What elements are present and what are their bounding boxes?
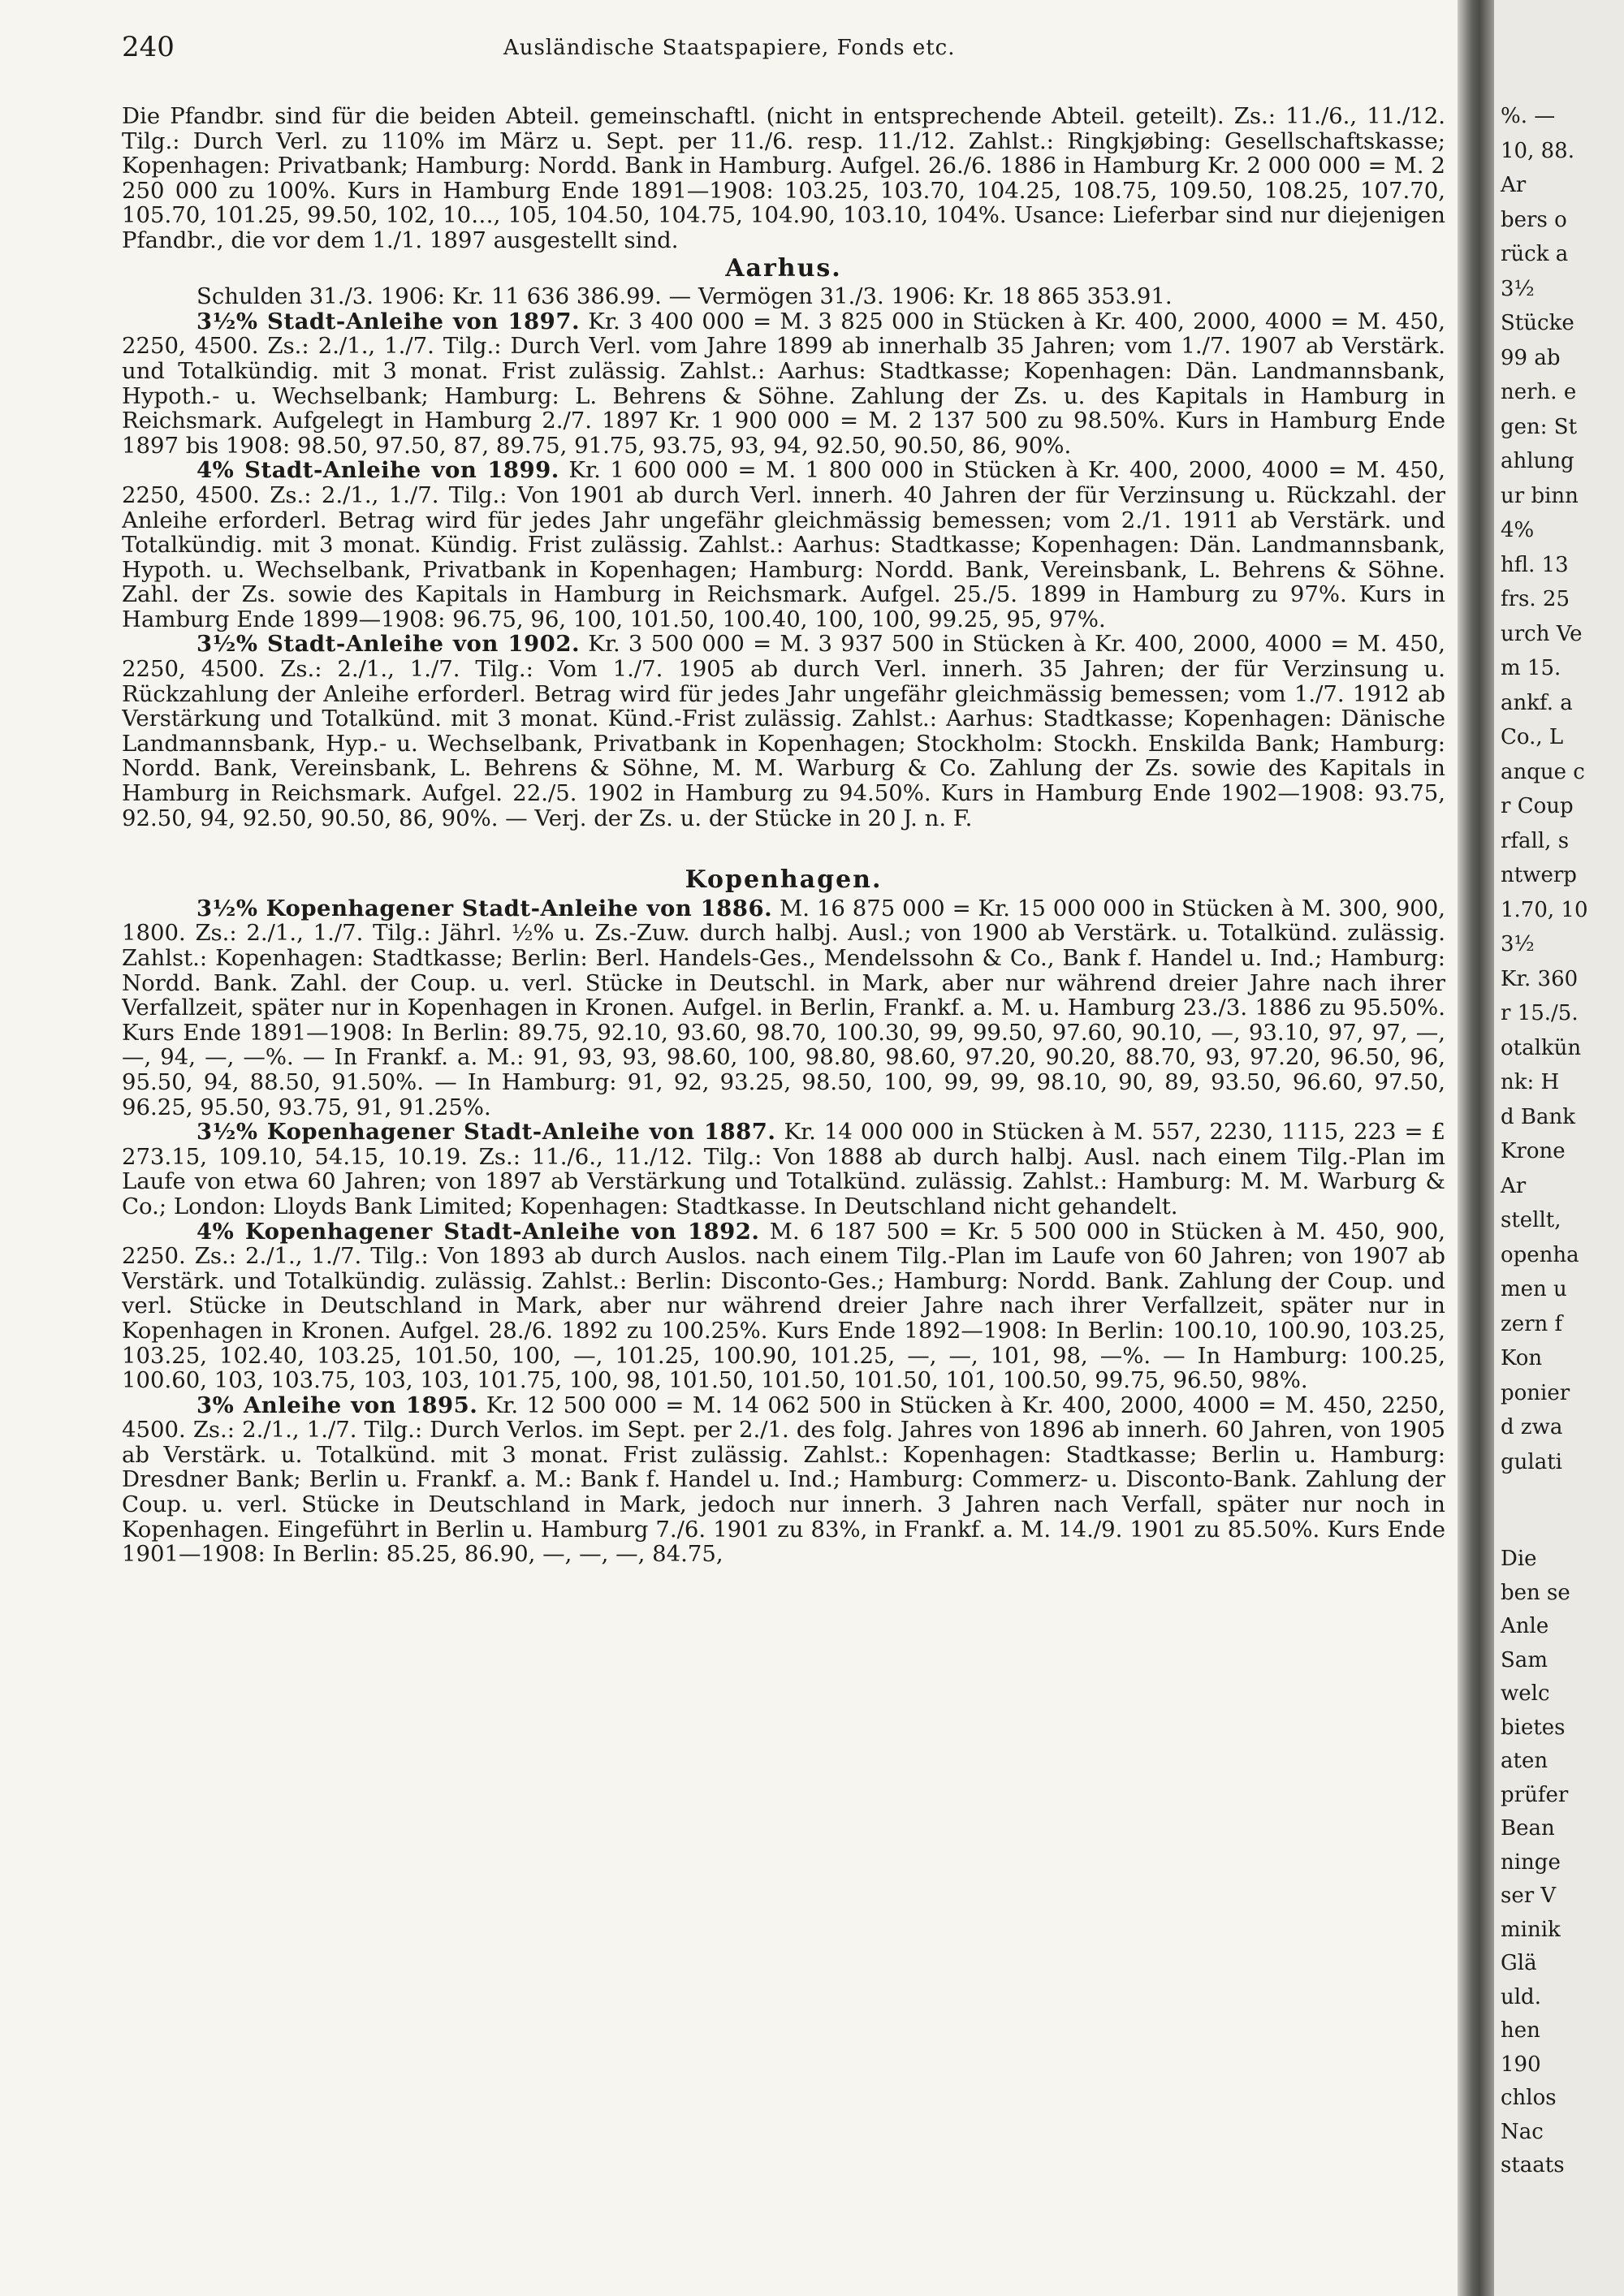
facing-page-fragment: bers o xyxy=(1501,207,1567,232)
facing-page-fragment: m 15. xyxy=(1501,656,1561,680)
entry-paragraph xyxy=(122,632,1445,831)
book-gutter xyxy=(1458,0,1494,2296)
facing-page-fragment: d Bank xyxy=(1501,1104,1576,1129)
entry-lead: 3% Anleihe von 1895. xyxy=(197,1392,478,1418)
section-heading: Aarhus. xyxy=(725,253,842,283)
entry-text: Kr. 14 000 000 in Stücken à M. 557, 2230, 1115, 223 = £ 273.15, 109.10, 54.15, 10.19. Zs.: 11./6., 11./12. Tilg.: Von 1888 ab durch halbj. Ausl. nach einem Tilg.-Plan im Laufe von etwa 60 Jahren; von 1897 ab Verstärkung und Totalkünd. zulässig. Zahlst.: Hamburg: M. M. Warburg & Co.; London: Lloyds Bank Limited; Kopenhagen: Stadtkasse. In Deutschland nicht gehandelt. xyxy=(122,1119,1445,1219)
facing-page-fragment: ninge xyxy=(1501,1849,1561,1875)
facing-page-fragment: staats xyxy=(1501,2153,1565,2177)
facing-page-fragment: Die xyxy=(1501,1547,1537,1571)
facing-page-fragment: 4% xyxy=(1501,518,1535,542)
facing-page-fragment: minik xyxy=(1501,1917,1561,1942)
entry-text: Kr. 12 500 000 = M. 14 062 500 in Stücken à Kr. 400, 2000, 4000 = M. 450, 2250, 4500. Zs.: 2./1., 1./7. Tilg.: Durch Verlos. im Sept. per 2./1. des folg. Jahres von 1896 ab innerh. 60 Jahren, von 1905 ab Verstärk. u. Totalkünd. mit 3 monat. Frist zulässig. Zahlst.: Kopenhagen: Stadtkasse; Berlin u. Hamburg: Dresdner Bank; Berlin u. Frankf. a. M.: Bank f. Handel u. Ind.; Hamburg: Commerz- u. Disconto-Bank. Zahlung der Coup. u. verl. Stücke in Deutschland in Mark, jedoch nur innerh. 3 Jahren nach Verfall, später nur noch in Kopenhagen. Eingeführt in Berlin u. Hamburg 7./6. 1901 zu 83%, in Frankf. a. M. 14./9. 1901 zu 85.50%. Kurs Ende 1901—1908: In Berlin: 85.25, 86.90, —, —, —, 84.75, xyxy=(122,1392,1445,1568)
facing-page-fragment: 3½ xyxy=(1501,276,1535,301)
facing-page-fragment: Stücke xyxy=(1501,311,1574,335)
entry-paragraph xyxy=(122,309,1445,459)
facing-page-fragment: Kon xyxy=(1501,1346,1543,1370)
facing-page-fragment: anque c xyxy=(1501,759,1585,784)
facing-page-fragment: Krone xyxy=(1501,1139,1566,1163)
facing-page-fragment: Nac xyxy=(1501,2119,1544,2144)
entry-text: Kr. 3 500 000 = M. 3 937 500 in Stücken à Kr. 400, 2000, 4000 = M. 450, 2250, 4500. Zs.: 2./1., 1./7. Tilg.: Vom 1./7. 1905 ab durch Verl. innerh. 35 Jahren; der für Verzinsung u. Rückzahlung der Anleihe erforderl. Betrag wird für jedes Jahr ungefähr gleichmässig bemessen; vom 1./7. 1912 ab Verstärkung und Totalkünd. mit 3 monat. Künd.-Frist zulässig. Zahlst.: Aarhus: Stadtkasse; Kopenhagen: Dänische Landmannsbank, Hyp.- u. Wechselbank, Privatbank in Kopenhagen; Stockholm: Stockh. Enskilda Bank; Hamburg: Nordd. Bank, Vereinsbank, L. Behrens & Söhne, M. M. Warburg & Co. Zahlung der Zs. sowie des Kapitals in Hamburg in Reichsmark. Aufgel. 22./5. 1902 in Hamburg zu 94.50%. Kurs in Hamburg Ende 1902—1908: 93.75, 92.50, 94, 92.50, 90.50, 86, 90%. — Verj. der Zs. u. der Stücke in 20 J. n. F. xyxy=(122,631,1445,831)
facing-page-fragment: hfl. 13 xyxy=(1501,552,1569,577)
facing-page-fragment: stellt, xyxy=(1501,1208,1561,1232)
entry-paragraph xyxy=(122,1219,1445,1393)
facing-page-fragment: 10, 88. xyxy=(1501,138,1574,163)
facing-page-fragment: zern f xyxy=(1501,1311,1563,1336)
entry-paragraph xyxy=(122,896,1445,1120)
facing-page-fragment: prüfer xyxy=(1501,1782,1569,1807)
facing-page-fragment: hen xyxy=(1501,2018,1540,2043)
entry-lead: 3½% Stadt-Anleihe von 1902. xyxy=(197,631,581,658)
entry-lead: 4% Kopenhagener Stadt-Anleihe von 1892. xyxy=(197,1218,760,1245)
facing-page-fragment: frs. 25 xyxy=(1501,587,1570,611)
entry-paragraph xyxy=(122,284,1445,309)
page-header xyxy=(122,31,1462,71)
facing-page-fragment: gen: St xyxy=(1501,414,1578,439)
facing-page-fragment: aten xyxy=(1501,1749,1548,1773)
facing-page-fragment: 3½ xyxy=(1501,932,1535,956)
entry-text: M. 6 187 500 = Kr. 5 500 000 in Stücken à M. 450, 900, 2250. Zs.: 2./1., 1./7. Tilg.: Von 1893 ab durch Auslos. nach einem Tilg.-Plan im Laufe von 60 Jahren; von 1907 ab Verstärk. und Totalkündig. zulässig. Zahlst.: Berlin: Disconto-Ges.; Hamburg: Nordd. Bank. Zahlung der Coup. und verl. Stücke in Deutschland in Mark, aber nur während dreier Jahre nach ihrer Verfallzeit, später nur in Kopenhagen in Kronen. Aufgel. 28./6. 1892 zu 100.25%. Kurs Ende 1892—1908: In Berlin: 100.10, 100.90, 103.25, 103.25, 102.40, 103.25, 101.50, 100, —, 101.25, 100.90, 101.25, —, —, 101, 98, —%. — In Hamburg: 100.25, 100.60, 103, 103.75, 103, 103, 101.75, 100, 98, 101.50, 101.50, 101.50, 101, 100.50, 99.75, 96.50, 98%. xyxy=(122,1218,1445,1394)
entry-text: Kr. 1 600 000 = M. 1 800 000 in Stücken à Kr. 400, 2000, 4000 = M. 450, 2250, 4500. Zs.: 2./1., 1./7. Tilg.: Von 1901 ab durch Verl. innerh. 40 Jahren der für Verzinsung u. Rückzahl. der Anleihe erforderl. Betrag wird für jedes Jahr ungefähr gleichmässig bemessen; vom 2./1. 1911 ab Verstärk. und Totalkündig. mit 3 monat. Kündig. Frist zulässig. Zahlst.: Aarhus: Stadtkasse; Kopenhagen: Dän. Landmannsbank, Hypoth. u. Wechselbank, Privatbank in Kopenhagen; Hamburg: Nordd. Bank, Vereinsbank, L. Behrens & Söhne. Zahl. der Zs. sowie des Kapitals in Hamburg in Reichsmark. Aufgel. 25./5. 1899 in Hamburg zu 97%. Kurs in Hamburg Ende 1899—1908: 96.75, 96, 100, 101.50, 100.40, 100, 100, 99.25, 95, 97%. xyxy=(122,457,1445,632)
facing-page-fragment: nk: H xyxy=(1501,1070,1560,1094)
facing-page-fragment: ahlung xyxy=(1501,449,1574,473)
entry-paragraph xyxy=(122,1393,1445,1567)
intro-paragraph: Die Pfandbr. sind für die beiden Abteil. gemeinschaftl. (nicht in entsprechende Abteil. geteilt). Zs.: 11./6., 11./12. Tilg.: Durch Verl. zu 110% im März u. Sept. per 11./6. resp. 11./12. Zahlst.: Ringkjøbing: Gesellschaftskasse; Kopenhagen: Privatbank; Hamburg: Nordd. Bank in Hamburg. Aufgel. 26./6. 1886 in Hamburg Kr. 2 000 000 = M. 2 250 000 zu 100%. Kurs in Hamburg Ende 1891—1908: 103.25, 103.70, 104.25, 108.75, 109.50, 108.25, 107.70, 105.70, 101.25, 99.50, 102, 10…, 105, 104.50, 104.75, 104.90, 103.10, 104%. Usance: Lieferbar sind nur diejenigen Pfandbr., die vor dem 1./1. 1897 ausgestellt sind. xyxy=(122,104,1445,253)
facing-page-fragment: otalkün xyxy=(1501,1035,1582,1060)
facing-page-fragment: ben se xyxy=(1501,1580,1570,1605)
facing-page-fragment: rück a xyxy=(1501,242,1569,266)
facing-page-edge xyxy=(1494,0,1624,2296)
entry-paragraph xyxy=(122,1120,1445,1219)
facing-page-fragment: chlos xyxy=(1501,2086,1557,2110)
facing-page-fragment: bietes xyxy=(1501,1715,1566,1740)
facing-page-fragment: Bean xyxy=(1501,1816,1555,1841)
page-number: 240 xyxy=(122,31,175,63)
facing-page-fragment: openha xyxy=(1501,1242,1579,1267)
facing-page-fragment: welc xyxy=(1501,1681,1550,1706)
entry-lead: 4% Stadt-Anleihe von 1899. xyxy=(197,457,559,484)
facing-page-fragment: 99 ab xyxy=(1501,345,1561,370)
facing-page-fragment: Sam xyxy=(1501,1647,1548,1672)
facing-page-fragment: urch Ve xyxy=(1501,621,1583,646)
entry-lead: 3½% Kopenhagener Stadt-Anleihe von 1886. xyxy=(197,895,773,921)
facing-page-fragment: 190 xyxy=(1501,2052,1541,2077)
entry-text: Kr. 3 400 000 = M. 3 825 000 in Stücken à Kr. 400, 2000, 4000 = M. 450, 2250, 4500. Zs.: 2./1., 1./7. Tilg.: Durch Verl. vom Jahre 1899 ab innerhalb 35 Jahren; vom 1./7. 1907 ab Verstärk. und Totalkündig. mit 3 monat. Frist zulässig. Zahlst.: Aarhus: Stadtkasse; Kopenhagen: Dän. Landmannsbank, Hypoth.- u. Wechselbank; Hamburg: L. Behrens & Söhne. Zahlung der Zs. u. des Kapitals in Hamburg in Reichsmark. Aufgelegt in Hamburg 2./7. 1897 Kr. 1 900 000 = M. 2 137 500 zu 98.50%. Kurs in Hamburg Ende 1897 bis 1908: 98.50, 97.50, 87, 89.75, 91.75, 93.75, 93, 94, 92.50, 90.50, 86, 90%. xyxy=(122,308,1445,459)
facing-page-fragment: gulati xyxy=(1501,1449,1562,1474)
entry-text: M. 16 875 000 = Kr. 15 000 000 in Stücken à M. 300, 900, 1800. Zs.: 2./1., 1./7. Tilg.: Jährl. ½% u. Zs.-Zuw. durch halbj. Ausl.; von 1900 ab Verstärk. u. Totalkünd. zulässig. Zahlst.: Kopenhagen: Stadtkasse; Berlin: Berl. Handels-Ges., Mendelssohn & Co., Bank f. Handel u. Ind.; Hamburg: Nordd. Bank. Zahl. der Coup. u. verl. Stücke in Deutschl. in Mark, aber nur während dreier Jahre nach ihrer Verfallzeit, später nur in Kopenhagen in Kronen. Aufgel. in Berlin, Frankf. a. M. u. Hamburg 23./3. 1886 zu 95.50%. Kurs Ende 1891—1908: In Berlin: 89.75, 92.10, 93.60, 98.70, 100.30, 99, 99.50, 97.60, 90.10, —, 93.10, 97, 97, —, —, 94, —, —%. — In Frankf. a. M.: 91, 93, 93, 98.60, 100, 98.80, 98.60, 97.20, 90.20, 88.70, 93, 97.20, 96.50, 96, 95.50, 94, 88.50, 91.50%. — In Hamburg: 91, 92, 93.25, 98.50, 100, 99, 99, 98.10, 90, 89, 93.50, 96.60, 97.50, 96.25, 95.50, 93.75, 91, 91.25%. xyxy=(122,895,1445,1120)
facing-page-fragment: r 15./5. xyxy=(1501,1001,1579,1025)
entry-lead: 3½% Stadt-Anleihe von 1897. xyxy=(197,308,581,334)
section-heading: Kopenhagen. xyxy=(685,865,883,895)
facing-page-fragment: ntwerp xyxy=(1501,863,1577,887)
facing-page-fragment: ur binn xyxy=(1501,483,1579,508)
facing-page-fragment: ponier xyxy=(1501,1380,1570,1405)
facing-page-fragment: Glä xyxy=(1501,1951,1537,1975)
facing-page-fragment: 1.70, 10 xyxy=(1501,897,1588,922)
facing-page-fragment: %. — xyxy=(1501,104,1556,128)
facing-page-fragment: Co., L xyxy=(1501,725,1564,749)
facing-page-fragment: d zwa xyxy=(1501,1415,1563,1439)
section-aarhus xyxy=(122,253,1445,831)
facing-page-fragment: men u xyxy=(1501,1277,1567,1301)
facing-page-fragment: uld. xyxy=(1501,1984,1541,2009)
running-head: Ausländische Staatspapiere, Fonds etc. xyxy=(503,36,956,60)
facing-page-fragment: r Coup xyxy=(1501,794,1574,818)
facing-page-fragment: ankf. a xyxy=(1501,690,1573,715)
main-text-column xyxy=(122,104,1445,2280)
facing-page-fragment: Ar xyxy=(1501,1173,1527,1198)
facing-page-fragment: rfall, s xyxy=(1501,828,1570,853)
entry-lead: 3½% Kopenhagener Stadt-Anleihe von 1887. xyxy=(197,1119,776,1146)
entry-paragraph xyxy=(122,458,1445,632)
facing-page-fragment: ser V xyxy=(1501,1884,1557,1908)
facing-page-fragment: Kr. 360 xyxy=(1501,966,1579,991)
facing-page-fragment: Anle xyxy=(1501,1614,1549,1638)
entry-text: Schulden 31./3. 1906: Kr. 11 636 386.99. — Vermögen 31./3. 1906: Kr. 18 865 353.91. xyxy=(197,283,1173,310)
facing-page-fragment: nerh. e xyxy=(1501,380,1577,404)
facing-page-fragment: Ar xyxy=(1501,173,1527,197)
section-kopenhagen xyxy=(122,865,1445,1568)
